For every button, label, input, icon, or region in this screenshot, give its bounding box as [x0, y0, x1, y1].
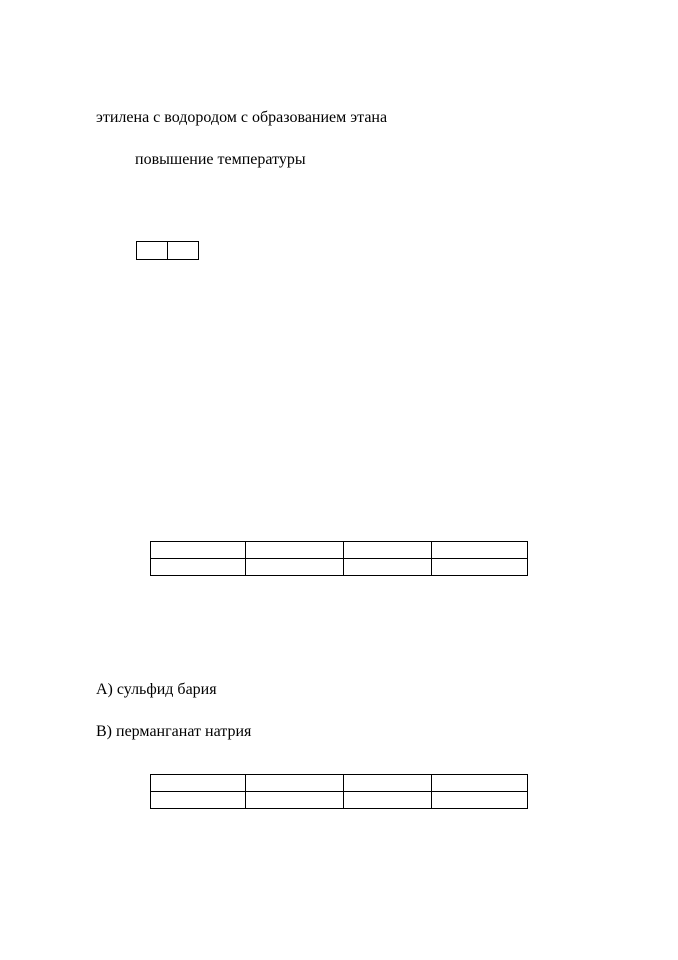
header-cell: [151, 542, 246, 559]
text-line-temperature: повышение температуры: [135, 151, 306, 168]
answer-cell[interactable]: [343, 559, 431, 576]
text-line-ethylene: этилена с водородом с образованием этана: [96, 109, 388, 126]
table-row: [137, 242, 199, 260]
answer-cell[interactable]: [246, 559, 343, 576]
table-row: [151, 559, 528, 576]
answer-cell[interactable]: [343, 792, 431, 809]
answer-table-2: [150, 774, 528, 809]
header-cell: [343, 775, 431, 792]
answer-cell[interactable]: [431, 559, 527, 576]
text-line-barium-sulfide: А) сульфид бария: [96, 681, 217, 698]
header-cell: [246, 775, 343, 792]
answer-cell[interactable]: [137, 242, 168, 260]
header-cell: [431, 775, 527, 792]
answer-cell[interactable]: [151, 559, 246, 576]
table-row: [151, 775, 528, 792]
answer-cell[interactable]: [246, 792, 343, 809]
table-row: [151, 792, 528, 809]
header-cell: [431, 542, 527, 559]
text-line-sodium-permanganate: В) перманганат натрия: [96, 723, 252, 740]
answer-cell[interactable]: [151, 792, 246, 809]
header-cell: [246, 542, 343, 559]
answer-table-1: [150, 541, 528, 576]
table-row: [151, 542, 528, 559]
answer-grid-small: [136, 241, 199, 260]
answer-cell[interactable]: [168, 242, 199, 260]
header-cell: [151, 775, 246, 792]
header-cell: [343, 542, 431, 559]
answer-cell[interactable]: [431, 792, 527, 809]
